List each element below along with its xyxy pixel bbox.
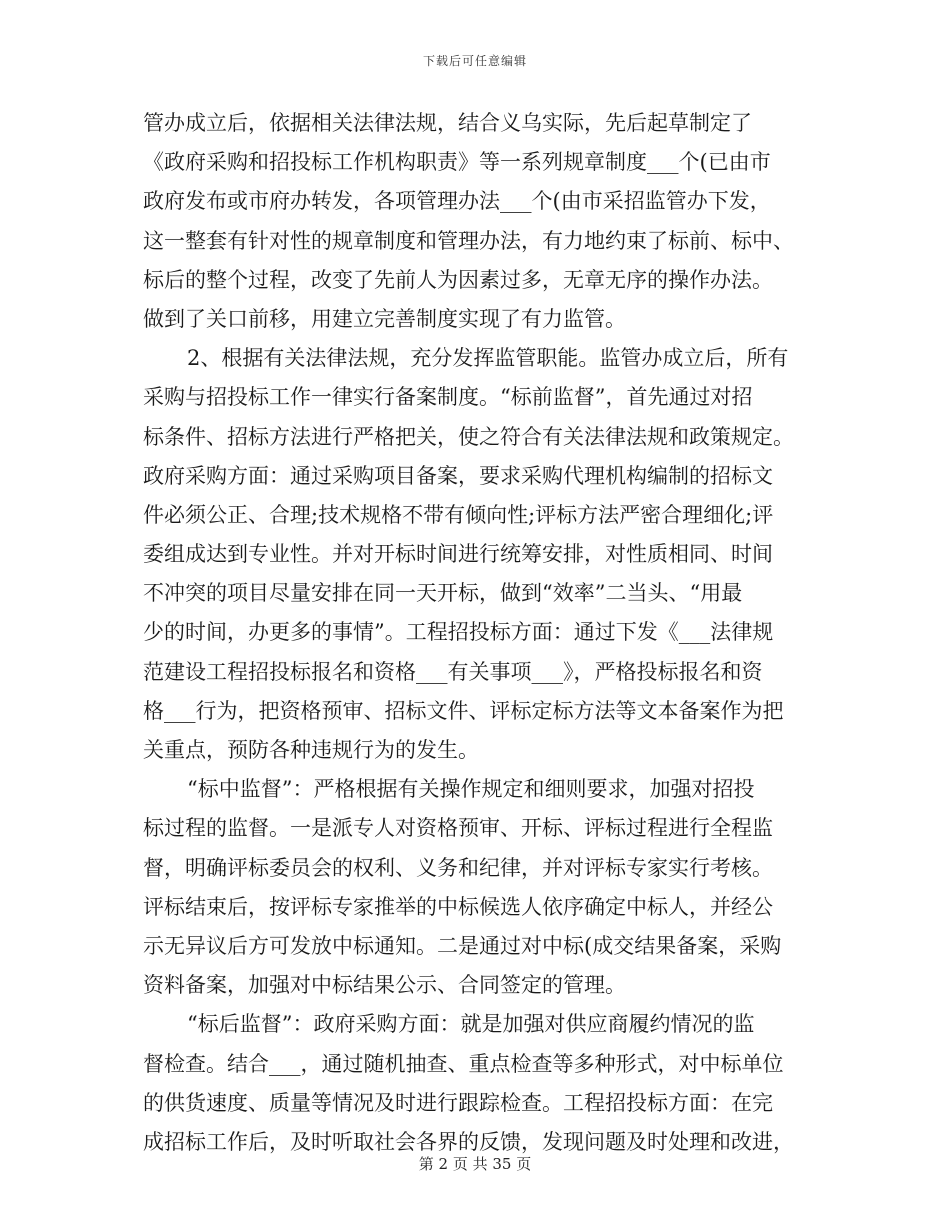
text-line: 成招标工作后，及时听取社会各界的反馈，发现问题及时处理和改进， [143,1129,794,1154]
page-header: 下载后可任意编辑 [422,54,527,68]
document-body [143,104,811,1162]
paragraph-start-line: “标中监督”：严格根据有关操作规定和细则要求，加强对招投 [187,777,755,802]
text-line: 督检查。结合___，通过随机抽查、重点检查等多种形式，对中标单位 [143,1051,784,1076]
text-line: 《政府采购和招投标工作机构职责》等一系列规章制度___个(已由市 [143,150,771,175]
text-line: 不冲突的项目尽量安排在同一天开标，做到“效率”二当头、“用最 [143,581,743,606]
text-line: 范建设工程招投标报名和资格___有关事项___》，严格投标报名和资 [143,659,763,684]
text-line: 少的时间，办更多的事情”。工程招投标方面：通过下发《___法律规 [143,620,774,645]
text-line: 这一整套有针对性的规章制度和管理办法，有力地约束了标前、标中、 [143,228,794,253]
text-line: 标过程的监督。一是派专人对资格预审、开标、评标过程进行全程监 [143,816,773,841]
text-line: 资料备案，加强对中标结果公示、合同签定的管理。 [143,973,626,998]
text-line: 格___行为，把资格预审、招标文件、评标定标方法等文本备案作为把 [143,698,784,723]
text-line: 督，明确评标委员会的权利、义务和纪律，并对评标专家实行考核。 [143,855,773,880]
text-line: 政府采购方面：通过采购项目备案，要求采购代理机构编制的招标文 [143,463,773,488]
text-line: 标后的整个过程，改变了先前人为因素过多，无章无序的操作办法。 [143,267,773,292]
page-footer: 第 2 页 共 35 页 [418,1155,532,1173]
text-line: 标条件、招标方法进行严格把关，使之符合有关法律法规和政策规定。 [143,424,794,449]
text-line: 采购与招投标工作一律实行备案制度。“标前监督”，首先通过对招 [143,385,753,410]
text-line: 委组成达到专业性。并对开标时间进行统筹安排，对性质相同、时间 [143,542,773,567]
text-line: 件必须公正、合理;技术规格不带有倾向性;评标方法严密合理细化;评 [143,502,774,527]
text-line: 关重点，预防各种违规行为的发生。 [143,738,479,762]
text-line: 示无异议后方可发放中标通知。二是通过对中标(成交结果备案，采购 [143,933,782,958]
text-line: 评标结束后，按评标专家推举的中标候选人依序确定中标人，并经公 [143,894,773,919]
text-line: 的供货速度、质量等情况及时进行跟踪检查。工程招投标方面：在完 [143,1090,773,1115]
paragraph-start-line: “标后监督”：政府采购方面：就是加强对供应商履约情况的监 [187,1012,755,1037]
text-line: 做到了关口前移，用建立完善制度实现了有力监管。 [143,306,626,331]
text-line: 政府发布或市府办转发，各项管理办法___个(由市采招监管办下发， [143,189,771,214]
paragraph-start-line: 2、根据有关法律法规，充分发挥监管职能。监管办成立后，所有 [187,346,789,371]
text-line: 管办成立后，依据相关法律法规，结合义乌实际，先后起草制定了 [143,111,752,135]
